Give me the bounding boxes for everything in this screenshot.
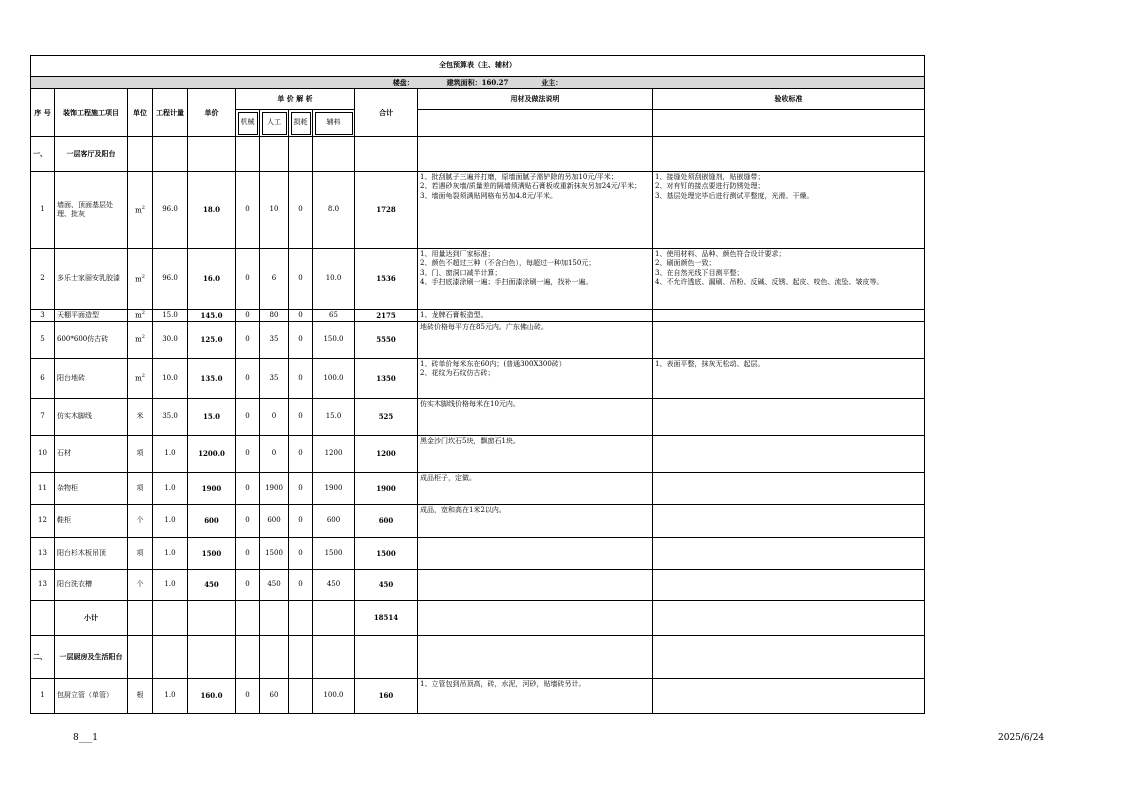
row-machine: 0 <box>236 398 260 435</box>
row-desc: 黑金沙门坎石5块，飘窗石1块。 <box>418 435 653 472</box>
row-item-name: 石材 <box>55 435 128 472</box>
owner-label: 业主： <box>541 77 563 87</box>
row-item-name: 包厨立管（单管） <box>55 678 128 713</box>
row-total: 160 <box>355 678 418 713</box>
subtotal-row <box>31 600 925 635</box>
row-qty: 96.0 <box>153 172 188 249</box>
row-loss: 0 <box>289 321 313 358</box>
row-accept: 1、使用材料、品种、颜色符合设计要求； 2、刷面颜色一致； 3、在自然光线下目测平整； 4、不允许透底、漏刷、吊粉、反碱、反锈、起皮、咬色、流坠、皱皮等。 <box>653 249 925 310</box>
header-qty: 工程计量 <box>153 89 188 137</box>
row-item-name: 鞋柜 <box>55 504 128 537</box>
header-accept-blank <box>653 110 925 137</box>
row-desc: 1、用量达到厂家标准； 2、颜色不超过三种（不含白色），每超过一种加150元； 3、门、窗洞口减半计算； 4、手扫底漆涂刷一遍；手扫面漆涂刷一遍，找补一遍。 <box>418 249 653 310</box>
row-aux: 450 <box>313 569 355 600</box>
row-unit: 个 <box>128 504 153 537</box>
row-aux: 10.0 <box>313 249 355 310</box>
budget-sheet <box>30 55 924 714</box>
area-value: 160.27 <box>481 77 509 87</box>
section-number: 二、 <box>31 635 55 678</box>
unit-text: m <box>135 335 142 344</box>
row-item-name: 杂物柜 <box>55 472 128 504</box>
row-qty: 1.0 <box>153 435 188 472</box>
row-labor: 1500 <box>260 537 289 569</box>
section-name: 一层厨房及生活阳台 <box>55 635 128 678</box>
unit-superscript: 2 <box>141 334 145 341</box>
row-desc: 1、立管包到吊顶高，砖，水泥，河砂，贴墙砖另计。 <box>418 678 653 713</box>
row-unit: 个 <box>128 569 153 600</box>
row-loss: 0 <box>289 472 313 504</box>
table-row <box>31 172 925 249</box>
header-unit: 单位 <box>128 89 153 137</box>
row-seq: 13 <box>31 569 55 600</box>
row-machine: 0 <box>236 310 260 322</box>
row-total: 1728 <box>355 172 418 249</box>
row-item-name: 仿实木脚线 <box>55 398 128 435</box>
unit-superscript: 2 <box>141 204 145 211</box>
row-aux: 1500 <box>313 537 355 569</box>
row-loss: 0 <box>289 537 313 569</box>
row-machine: 0 <box>236 358 260 398</box>
row-item-name: 天棚平面造型 <box>55 310 128 322</box>
unit-text: m <box>135 374 142 383</box>
subtotal-label: 小计 <box>55 600 128 635</box>
row-unit: 项 <box>128 472 153 504</box>
row-desc: 1、龙牌石膏板造型。 <box>418 310 653 322</box>
unit-text: m <box>135 311 142 320</box>
header-seq: 序 号 <box>31 89 55 137</box>
row-price: 1200.0 <box>188 435 236 472</box>
table-row <box>31 472 925 504</box>
row-loss <box>289 678 313 713</box>
row-qty: 35.0 <box>153 398 188 435</box>
row-item-name: 多乐士家丽安乳胶漆 <box>55 249 128 310</box>
row-desc: 成品柜子，定做。 <box>418 472 653 504</box>
row-labor: 35 <box>260 358 289 398</box>
row-total: 1536 <box>355 249 418 310</box>
row-machine: 0 <box>236 504 260 537</box>
table-row <box>31 504 925 537</box>
row-item-name: 墙面、顶面基层处理、批灰 <box>55 172 128 249</box>
row-qty: 1.0 <box>153 569 188 600</box>
row-labor: 35 <box>260 321 289 358</box>
row-machine: 0 <box>236 569 260 600</box>
row-aux: 100.0 <box>313 678 355 713</box>
unit-text: m <box>135 205 142 214</box>
row-qty: 1.0 <box>153 504 188 537</box>
row-price: 18.0 <box>188 172 236 249</box>
row-accept <box>653 321 925 358</box>
row-desc <box>418 569 653 600</box>
row-machine: 0 <box>236 321 260 358</box>
row-seq: 12 <box>31 504 55 537</box>
row-accept <box>653 435 925 472</box>
table-row <box>31 249 925 310</box>
row-labor: 1900 <box>260 472 289 504</box>
row-accept <box>653 537 925 569</box>
row-seq: 6 <box>31 358 55 398</box>
row-total: 1900 <box>355 472 418 504</box>
header-desc-blank <box>418 110 653 137</box>
row-aux: 8.0 <box>313 172 355 249</box>
row-aux: 15.0 <box>313 398 355 435</box>
row-seq: 1 <box>31 172 55 249</box>
row-seq: 1 <box>31 678 55 713</box>
row-item-name: 阳台洗衣槽 <box>55 569 128 600</box>
row-loss: 0 <box>289 172 313 249</box>
unit-text: m <box>135 274 142 283</box>
section-row <box>31 137 925 172</box>
row-total: 5550 <box>355 321 418 358</box>
row-price: 1900 <box>188 472 236 504</box>
row-labor: 80 <box>260 310 289 322</box>
row-aux: 1200 <box>313 435 355 472</box>
row-unit <box>128 358 153 398</box>
row-price: 15.0 <box>188 398 236 435</box>
row-labor: 10 <box>260 172 289 249</box>
row-item-name: 阳台地砖 <box>55 358 128 398</box>
row-loss: 0 <box>289 358 313 398</box>
row-price: 125.0 <box>188 321 236 358</box>
row-qty: 1.0 <box>153 472 188 504</box>
row-accept: 1、接缝处须刮嵌缝剂，贴嵌缝带； 2、对有钉的接点要进行防锈处理； 3、基层处理完毕后进行测试平整度，光滑、干燥。 <box>653 172 925 249</box>
header-total: 合计 <box>355 89 418 137</box>
table-row <box>31 678 925 713</box>
page-title: 全包预算表（主、辅材） <box>31 56 925 77</box>
row-labor: 0 <box>260 398 289 435</box>
row-unit: 根 <box>128 678 153 713</box>
row-seq: 10 <box>31 435 55 472</box>
row-seq: 2 <box>31 249 55 310</box>
row-desc: 地砖价格每平方在85元内。广东佛山砖。 <box>418 321 653 358</box>
row-desc: 成品，宽和高在1米2以内。 <box>418 504 653 537</box>
section-name: 一层客厅及阳台 <box>55 137 128 172</box>
row-labor: 6 <box>260 249 289 310</box>
table-row <box>31 435 925 472</box>
row-desc: 1、批刮腻子三遍并打磨，原墙面腻子需铲除的另加10元/平米； 2、若遇砂灰墙/质量差的隔墙须满贴石膏板或重新抹灰另加24元/平米； 3、墙面龟裂须满贴网格布另加4.8元/平米。 <box>418 172 653 249</box>
table-row <box>31 569 925 600</box>
row-aux: 100.0 <box>313 358 355 398</box>
row-labor: 60 <box>260 678 289 713</box>
row-total: 1200 <box>355 435 418 472</box>
table-row <box>31 537 925 569</box>
row-price: 135.0 <box>188 358 236 398</box>
table-row <box>31 358 925 398</box>
row-aux: 150.0 <box>313 321 355 358</box>
row-total: 1350 <box>355 358 418 398</box>
row-unit: 项 <box>128 435 153 472</box>
row-price: 160.0 <box>188 678 236 713</box>
row-machine: 0 <box>236 537 260 569</box>
row-total: 525 <box>355 398 418 435</box>
row-unit: 项 <box>128 537 153 569</box>
footer-page: 8___1 <box>73 733 98 743</box>
row-labor: 0 <box>260 435 289 472</box>
row-price: 16.0 <box>188 249 236 310</box>
row-accept <box>653 569 925 600</box>
row-aux: 600 <box>313 504 355 537</box>
row-qty: 1.0 <box>153 678 188 713</box>
subtotal-value: 18514 <box>355 600 418 635</box>
row-labor: 600 <box>260 504 289 537</box>
header-aux: 辅料 <box>313 110 355 137</box>
row-item-name: 阳台杉木板吊顶 <box>55 537 128 569</box>
header-desc: 用材及做法说明 <box>418 89 653 110</box>
row-loss: 0 <box>289 310 313 322</box>
row-price: 450 <box>188 569 236 600</box>
row-unit: 米 <box>128 398 153 435</box>
row-total: 600 <box>355 504 418 537</box>
footer-date: 2025/6/24 <box>998 733 1045 743</box>
row-loss: 0 <box>289 569 313 600</box>
row-unit <box>128 310 153 322</box>
section-number: 一、 <box>31 137 55 172</box>
row-loss: 0 <box>289 504 313 537</box>
table-row <box>31 398 925 435</box>
row-qty: 96.0 <box>153 249 188 310</box>
table-row <box>31 321 925 358</box>
header-labor: 人工 <box>260 110 289 137</box>
section-row <box>31 635 925 678</box>
header-analysis: 单 价 解 析 <box>236 89 355 110</box>
row-seq: 7 <box>31 398 55 435</box>
header-item: 装饰工程施工项目 <box>55 89 128 137</box>
row-price: 1500 <box>188 537 236 569</box>
row-seq: 3 <box>31 310 55 322</box>
info-line <box>31 77 925 89</box>
row-total: 2175 <box>355 310 418 322</box>
header-machine: 机械 <box>236 110 260 137</box>
row-price: 600 <box>188 504 236 537</box>
row-aux: 1900 <box>313 472 355 504</box>
row-price: 145.0 <box>188 310 236 322</box>
row-accept: 1、表面平整，抹灰无松动、起层。 <box>653 358 925 398</box>
row-machine: 0 <box>236 678 260 713</box>
row-accept <box>653 472 925 504</box>
row-accept <box>653 678 925 713</box>
row-qty: 30.0 <box>153 321 188 358</box>
row-labor: 450 <box>260 569 289 600</box>
row-machine: 0 <box>236 472 260 504</box>
row-accept <box>653 310 925 322</box>
row-qty: 1.0 <box>153 537 188 569</box>
unit-superscript: 2 <box>141 273 145 280</box>
row-seq: 5 <box>31 321 55 358</box>
budget-table <box>30 55 925 714</box>
table-row <box>31 310 925 322</box>
row-desc <box>418 537 653 569</box>
building-label: 楼盘： <box>392 77 414 87</box>
header-loss: 损耗 <box>289 110 313 137</box>
row-qty: 10.0 <box>153 358 188 398</box>
row-total: 450 <box>355 569 418 600</box>
row-desc: 1、砖单价每米东在60内；(普通300X300砖） 2、花纹为石纹仿古砖； <box>418 358 653 398</box>
row-unit <box>128 172 153 249</box>
row-unit <box>128 249 153 310</box>
row-aux: 65 <box>313 310 355 322</box>
header-accept: 验收标准 <box>653 89 925 110</box>
row-accept <box>653 398 925 435</box>
row-accept <box>653 504 925 537</box>
row-seq: 11 <box>31 472 55 504</box>
row-machine: 0 <box>236 435 260 472</box>
unit-superscript: 2 <box>141 372 145 379</box>
row-qty: 15.0 <box>153 310 188 322</box>
row-machine: 0 <box>236 172 260 249</box>
row-desc: 仿实木脚线价格每米在10元内。 <box>418 398 653 435</box>
row-loss: 0 <box>289 435 313 472</box>
header-price: 单价 <box>188 89 236 137</box>
row-seq: 13 <box>31 537 55 569</box>
unit-superscript: 2 <box>141 310 145 316</box>
row-loss: 0 <box>289 249 313 310</box>
row-total: 1500 <box>355 537 418 569</box>
row-machine: 0 <box>236 249 260 310</box>
area-label: 建筑面积： <box>446 77 482 87</box>
row-loss: 0 <box>289 398 313 435</box>
row-unit <box>128 321 153 358</box>
row-item-name: 600*600仿古砖 <box>55 321 128 358</box>
